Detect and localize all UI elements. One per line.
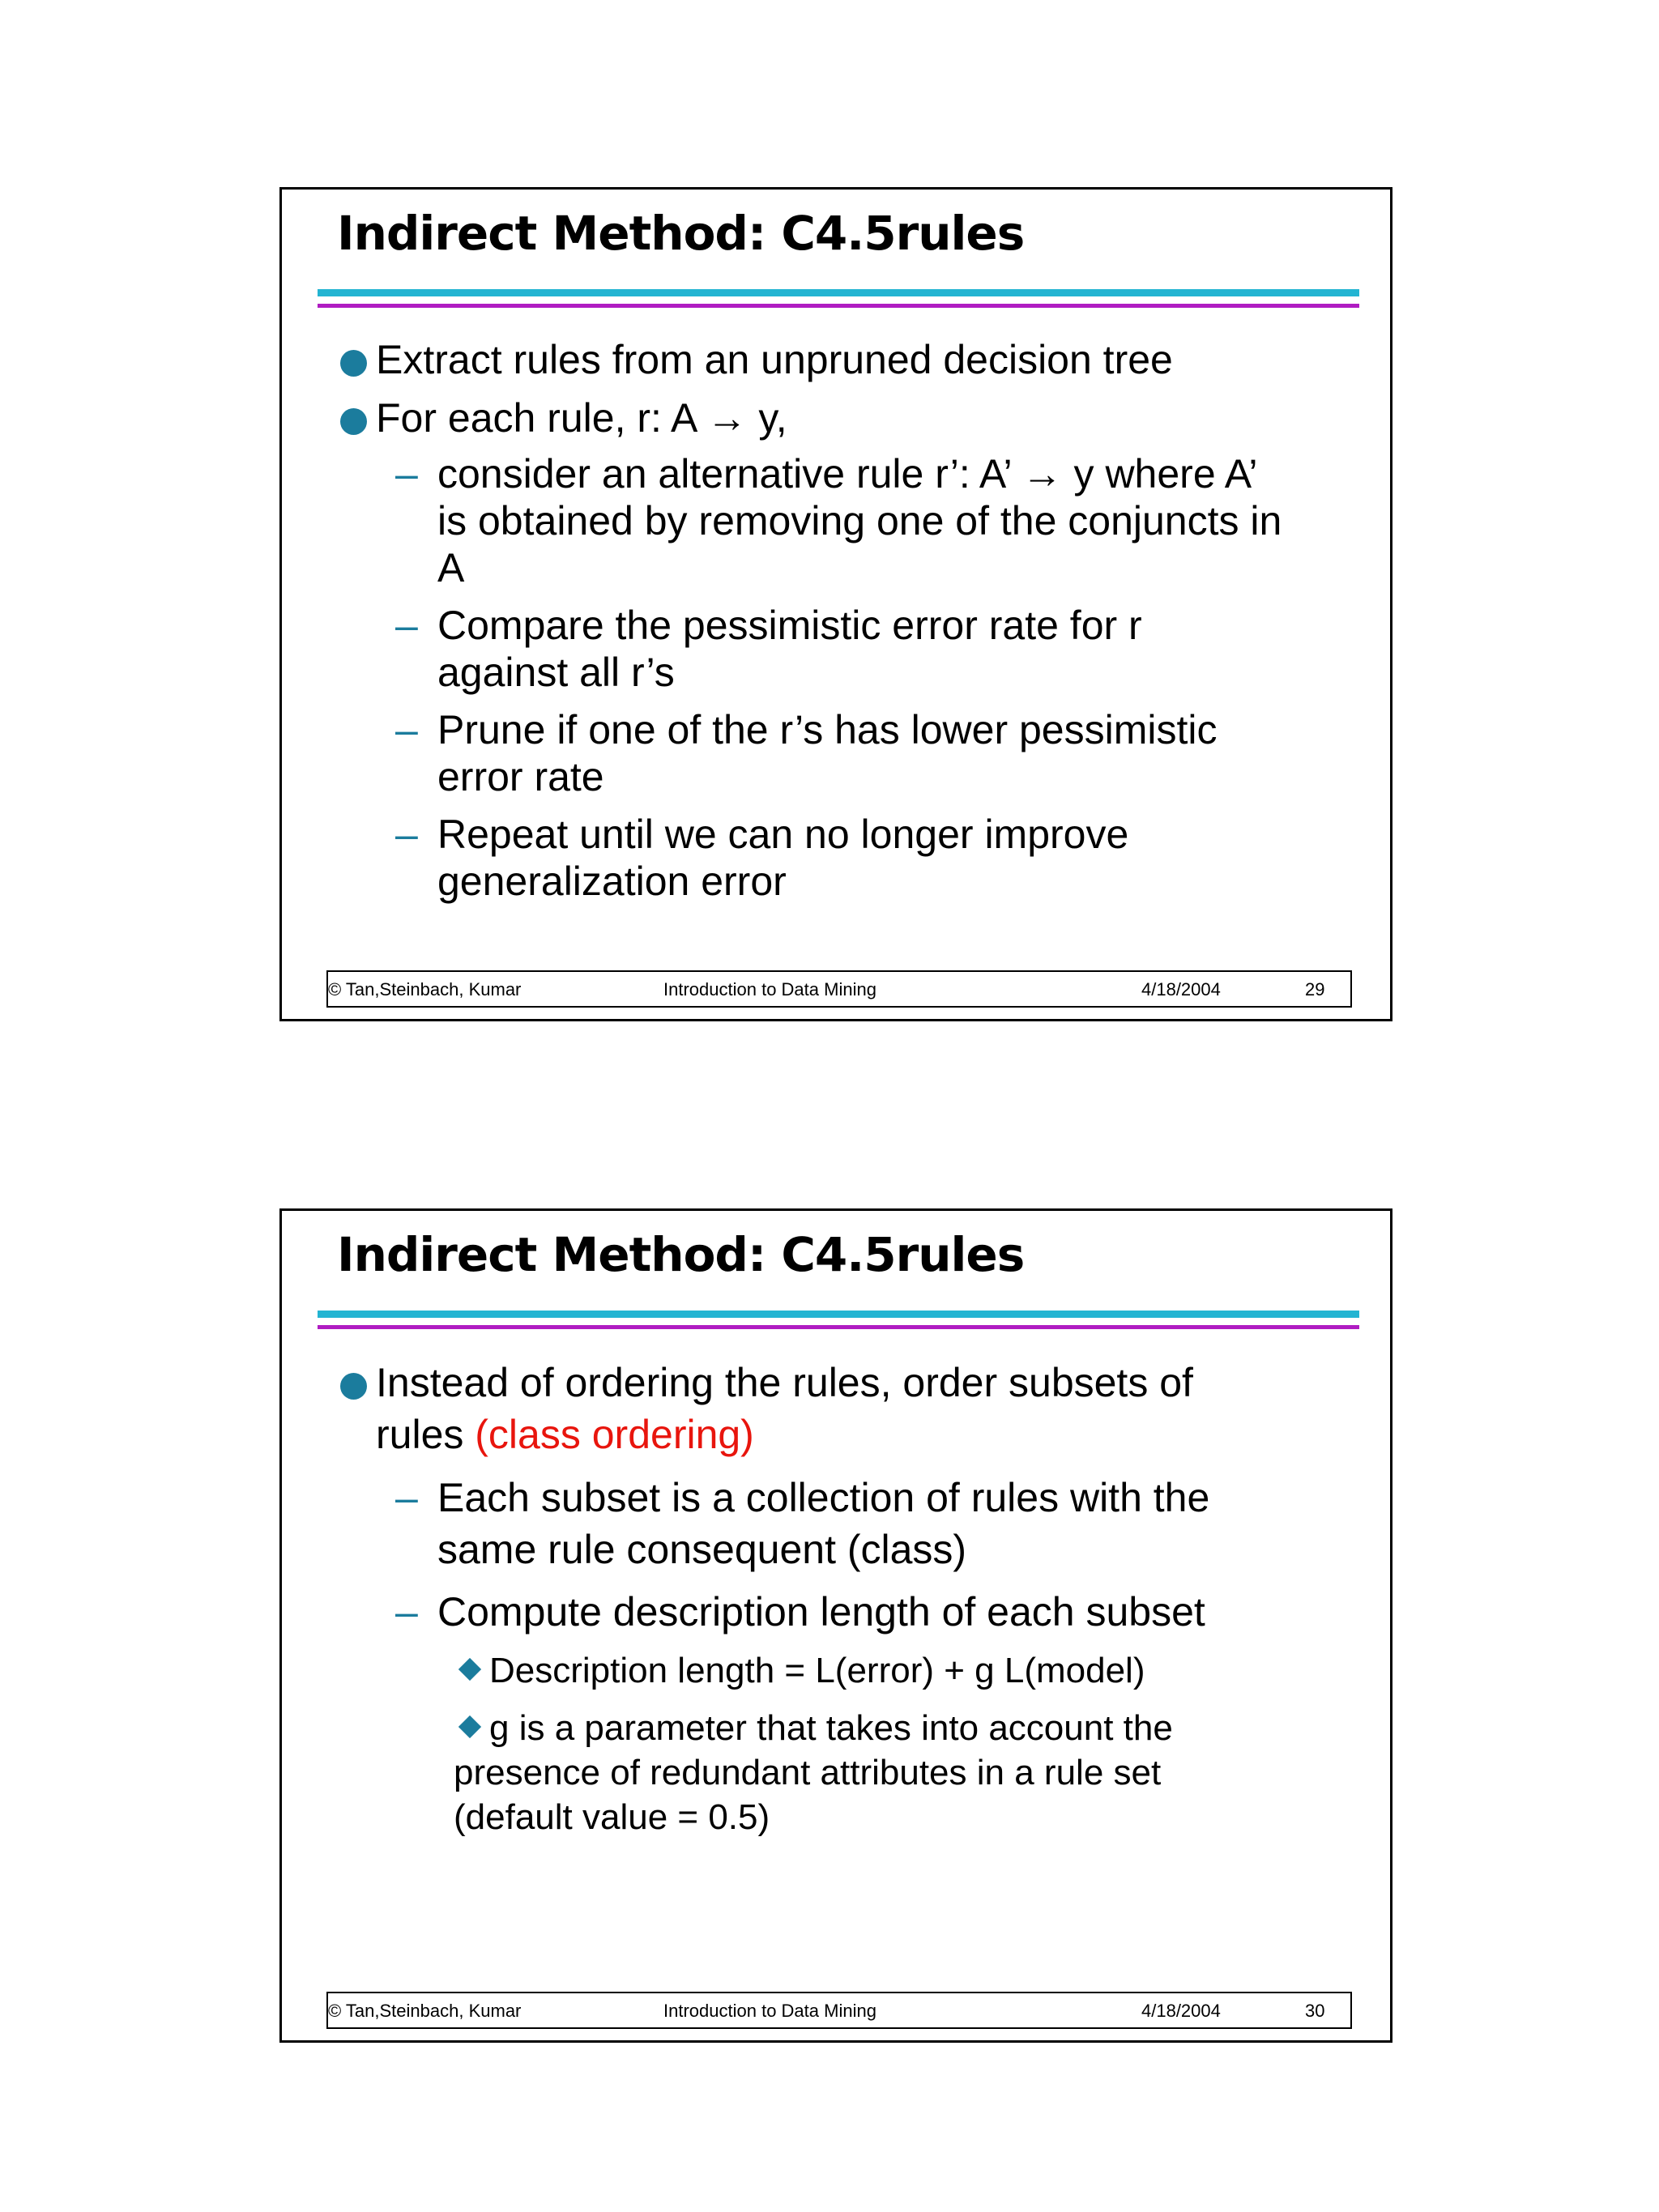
subbullet-item: [340, 1586, 1328, 1638]
footer-page-number: 29: [1305, 979, 1325, 999]
dash-icon: –: [395, 1589, 418, 1634]
bullet-item: [340, 392, 1369, 444]
footer-page-number: 30: [1305, 2001, 1325, 2021]
slide-content: [340, 334, 1369, 915]
subsubbullet-item: [340, 1706, 1231, 1839]
title-rule-magenta: [318, 1325, 1359, 1329]
slide-29: [279, 187, 1392, 1021]
bullet-text: Instead of ordering the rules, order subsets of rules: [376, 1360, 1193, 1457]
footer-date: 4/18/2004: [1141, 979, 1221, 999]
bullet-text: Extract rules from an unpruned decision tree: [376, 337, 1173, 382]
title-rule-magenta: [318, 304, 1359, 308]
subbullet-item: [340, 602, 1247, 696]
slide-footer: [326, 1992, 1352, 2029]
bullet-item: [340, 334, 1369, 386]
slide-footer: [326, 970, 1352, 1008]
bullet-text: For each rule, r: A → y,: [376, 395, 787, 441]
bullet-dot-icon: [340, 408, 367, 435]
subsubbullet-item: [340, 1648, 1264, 1693]
subbullet-item: [340, 706, 1288, 800]
bullet-dot-icon: [340, 1373, 367, 1400]
slide-content: [340, 1357, 1369, 1849]
title-rule-teal: [318, 1311, 1359, 1318]
subbullet-item: [340, 450, 1288, 591]
subbullet-item: [340, 811, 1247, 905]
footer-author: © Tan,Steinbach, Kumar: [328, 979, 522, 999]
dash-icon: –: [395, 451, 418, 497]
slide-title: Indirect Method: C4.5rules: [337, 1227, 1025, 1282]
footer-author: © Tan,Steinbach, Kumar: [328, 2001, 522, 2021]
title-rule-teal: [318, 289, 1359, 296]
dash-icon: –: [395, 603, 418, 648]
subbullet-item: [340, 1472, 1288, 1575]
subbullet-text: Compute description length of each subset: [437, 1589, 1205, 1634]
dash-icon: –: [395, 707, 418, 752]
subbullet-text: Each subset is a collection of rules with the same rule consequent (class): [437, 1475, 1210, 1572]
footer-course: Introduction to Data Mining: [663, 2001, 876, 2021]
slide-30: [279, 1208, 1392, 2043]
bullet-item: [340, 1357, 1267, 1460]
footer-course: Introduction to Data Mining: [663, 979, 876, 999]
slide-title: Indirect Method: C4.5rules: [337, 206, 1025, 261]
subsubbullet-text: Description length = L(error) + g L(model): [489, 1651, 1145, 1690]
footer-date: 4/18/2004: [1141, 2001, 1221, 2021]
subbullet-text: Prune if one of the r’s has lower pessimistic error rate: [437, 707, 1218, 799]
subbullet-text: Compare the pessimistic error rate for r against all r’s: [437, 603, 1142, 695]
subbullet-text: Repeat until we can no longer improve generalization error: [437, 812, 1129, 904]
bullet-highlight: (class ordering): [475, 1412, 754, 1457]
dash-icon: –: [395, 812, 418, 857]
subbullet-text: consider an alternative rule r’: A’ → y where A’ is obtained by removing one of the conjuncts in A: [437, 451, 1282, 590]
subsubbullet-text: g is a parameter that takes into account the presence of redundant attributes in a rule set (default value = 0.5): [454, 1708, 1173, 1837]
dash-icon: –: [395, 1475, 418, 1520]
bullet-dot-icon: [340, 350, 367, 377]
